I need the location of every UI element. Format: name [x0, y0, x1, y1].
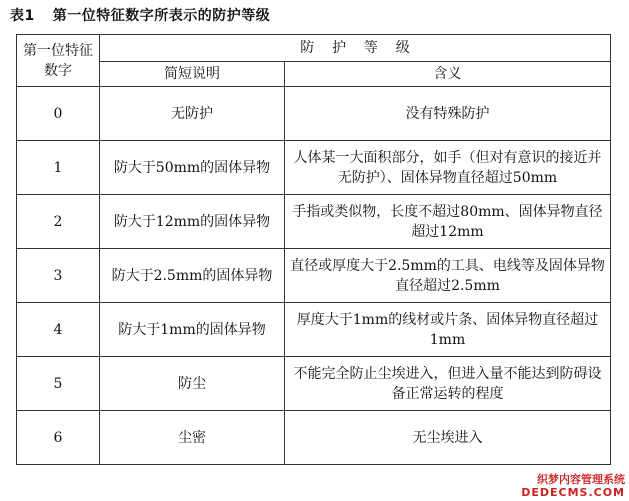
watermark-site: DEDECMS.COM [521, 486, 625, 499]
meaning-cell: 无尘埃进入 [285, 411, 611, 465]
digit-cell: 5 [17, 357, 100, 411]
meaning-cell: 直径或厚度大于2.5mm的工具、电线等及固体异物直径超过2.5mm [285, 249, 611, 303]
header-first-digit: 第一位特征数字 [17, 35, 100, 87]
short-description-cell: 防大于12mm的固体异物 [100, 195, 285, 249]
short-description-cell: 防大于50mm的固体异物 [100, 141, 285, 195]
short-description-cell: 防尘 [100, 357, 285, 411]
header-meaning: 含义 [285, 62, 611, 87]
meaning-cell: 不能完全防止尘埃进入，但进入量不能达到防碍设备正常运转的程度 [285, 357, 611, 411]
table-row [17, 411, 611, 465]
header-short-description: 简短说明 [100, 62, 285, 87]
meaning-cell: 厚度大于1mm的线材或片条、固体异物直径超过1mm [285, 303, 611, 357]
protection-level-table [16, 34, 611, 465]
meaning-cell: 没有特殊防护 [285, 87, 611, 141]
meaning-cell: 手指或类似物，长度不超过80mm、固体异物直径超过12mm [285, 195, 611, 249]
table-row [17, 357, 611, 411]
short-description-cell: 防大于1mm的固体异物 [100, 303, 285, 357]
meaning-cell: 人体某一大面积部分，如手（但对有意识的接近并无防护）、固体异物直径超过50mm [285, 141, 611, 195]
table-row [17, 195, 611, 249]
watermark-text: 织梦内容管理系统 [537, 473, 625, 486]
short-description-cell: 无防护 [100, 87, 285, 141]
watermark [521, 473, 625, 499]
table-row [17, 87, 611, 141]
caption-label: 表1 [10, 8, 35, 24]
table-row [17, 249, 611, 303]
header-row-1 [17, 35, 611, 62]
short-description-cell: 尘密 [100, 411, 285, 465]
table-caption [10, 5, 270, 25]
digit-cell: 0 [17, 87, 100, 141]
table-row [17, 303, 611, 357]
short-description-cell: 防大于2.5mm的固体异物 [100, 249, 285, 303]
digit-cell: 1 [17, 141, 100, 195]
digit-cell: 6 [17, 411, 100, 465]
digit-cell: 4 [17, 303, 100, 357]
header-protection-level: 防 护 等 级 [100, 35, 611, 62]
table-row [17, 141, 611, 195]
header-row-2 [17, 62, 611, 87]
digit-cell: 2 [17, 195, 100, 249]
caption-title: 第一位特征数字所表示的防护等级 [52, 8, 271, 24]
digit-cell: 3 [17, 249, 100, 303]
